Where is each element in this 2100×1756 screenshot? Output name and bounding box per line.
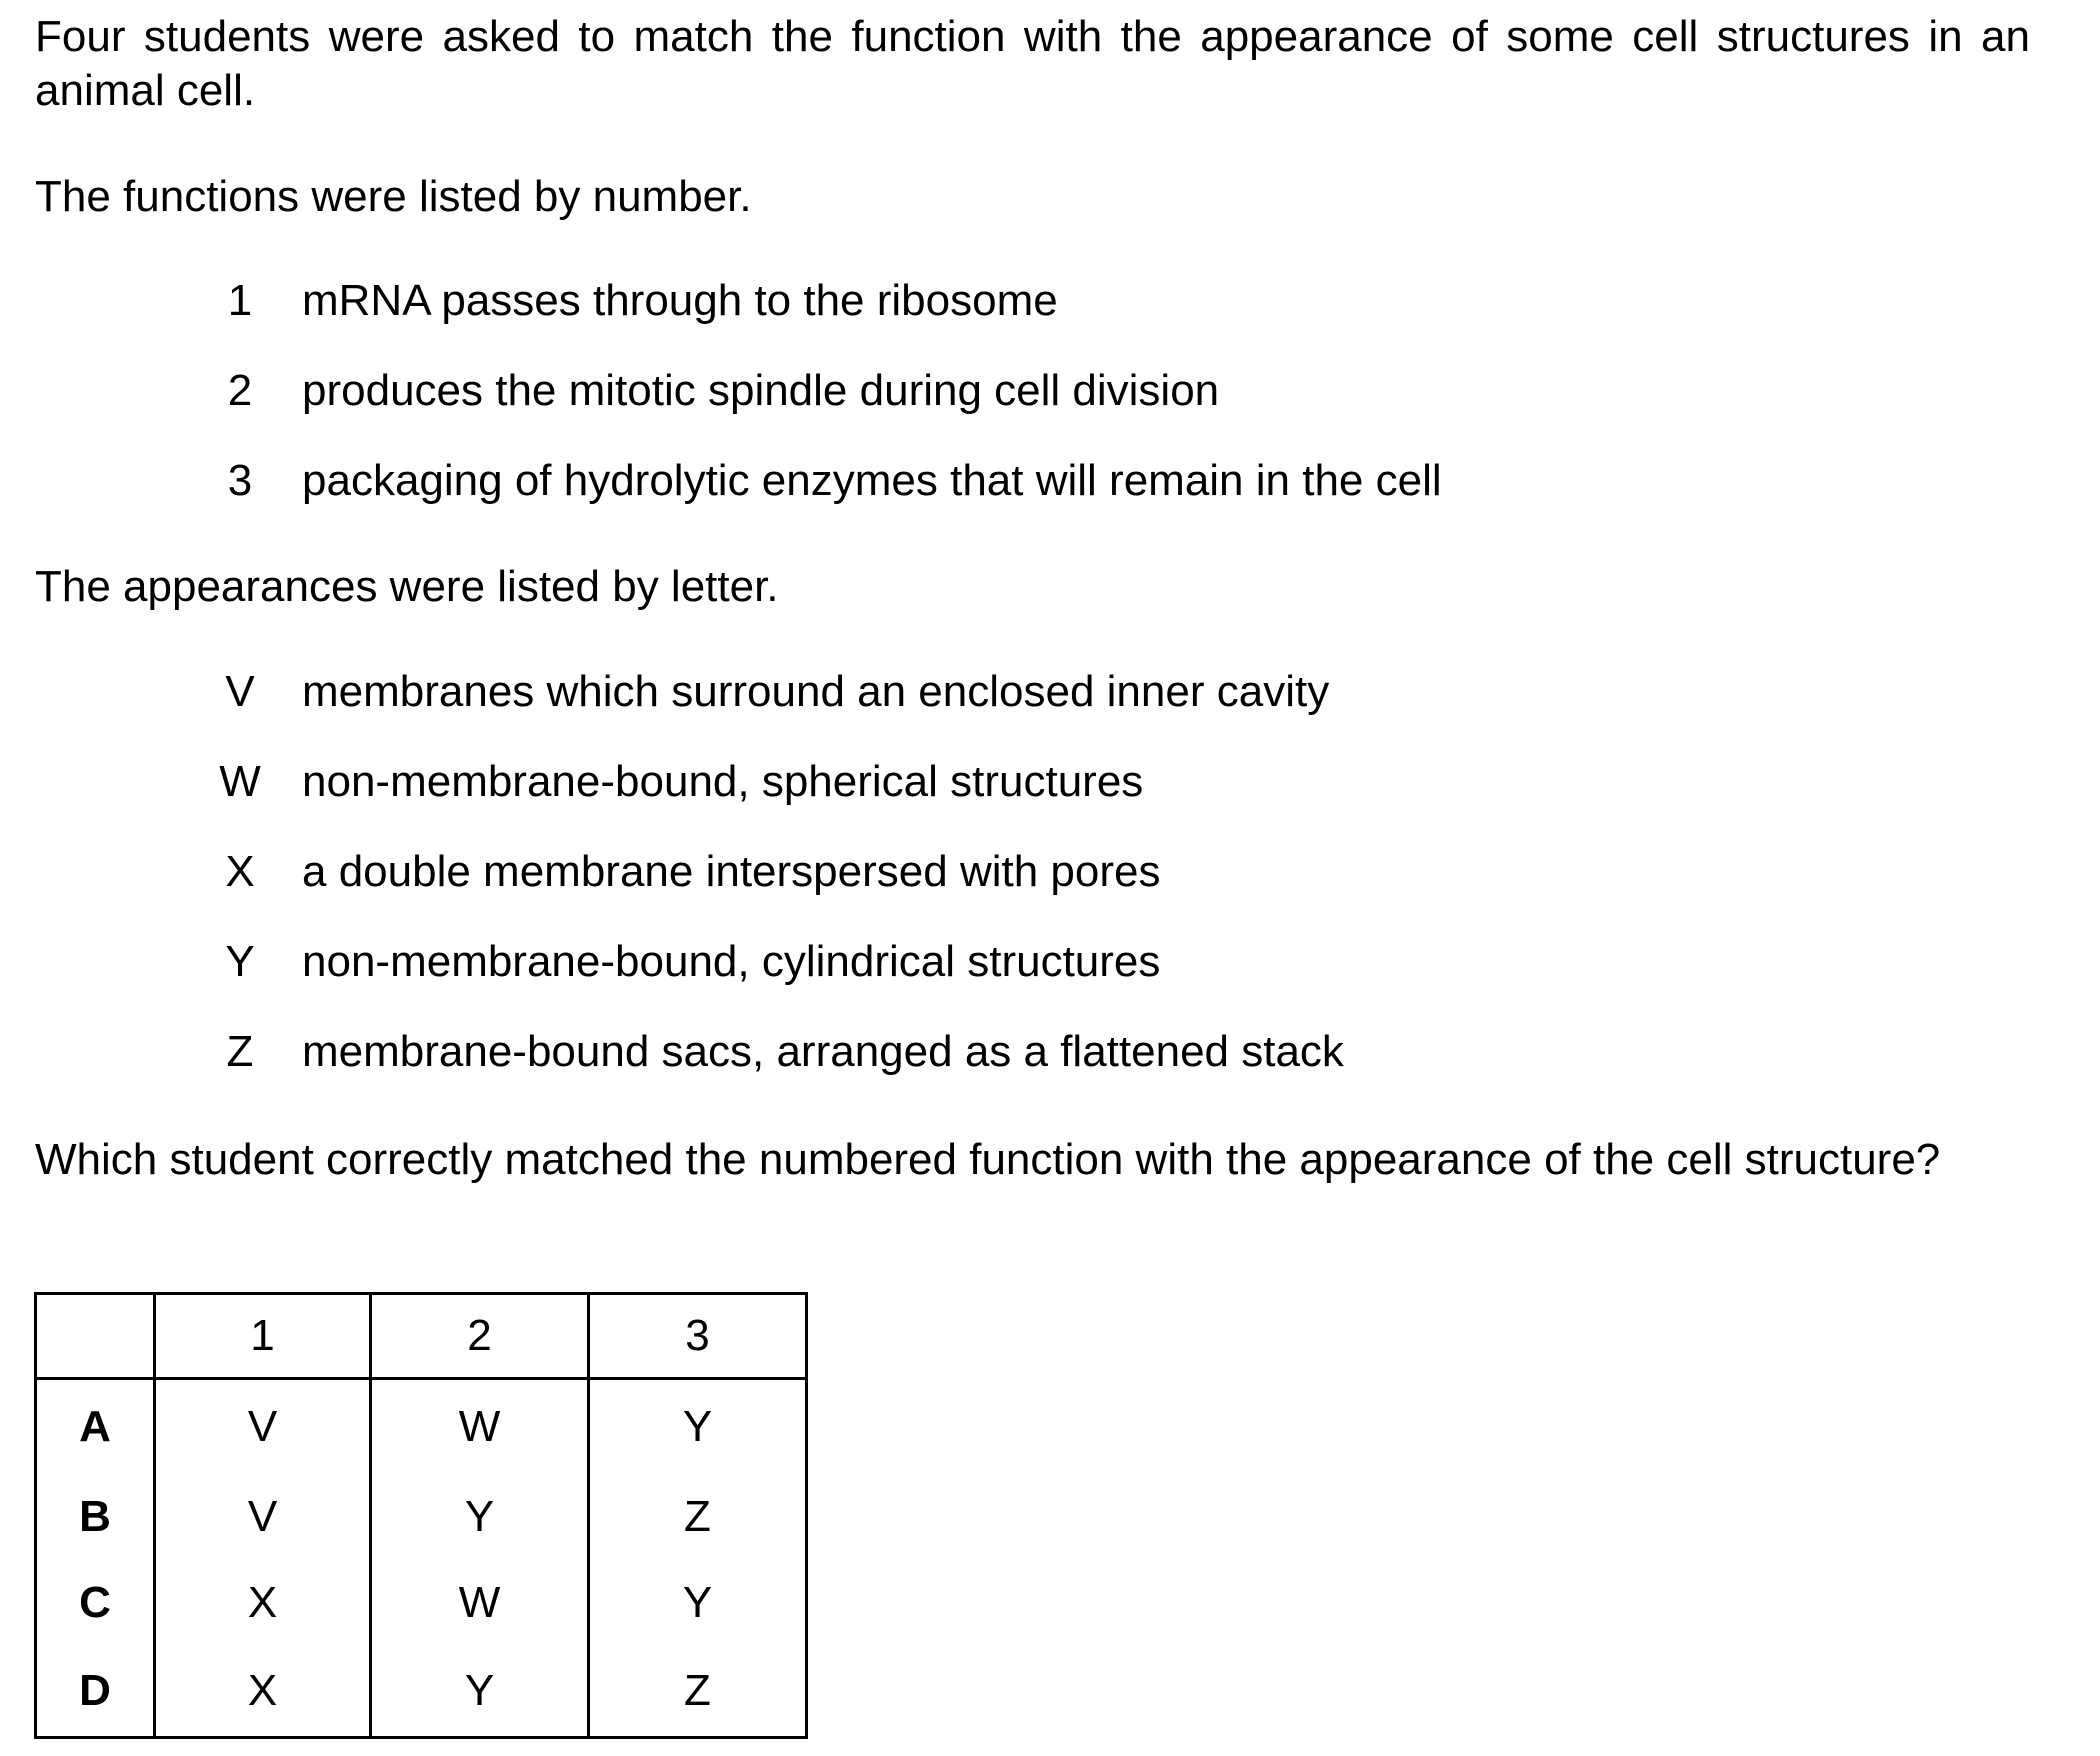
option-label: C [36,1560,155,1646]
table-row [36,1646,807,1738]
table-cell: X [155,1560,371,1646]
appearance-letter: Y [225,937,255,986]
appearance-item [0,1025,2100,1085]
table-header-cell: 3 [589,1294,807,1379]
table-row [36,1560,807,1646]
appearance-item [0,665,2100,725]
function-number: 3 [227,456,253,505]
table-header-cell: 2 [371,1294,589,1379]
appearance-letter: X [225,847,255,896]
appearance-item [0,845,2100,905]
appearances-heading: The appearances were listed by letter. [35,562,779,611]
appearance-text: membranes which surround an enclosed inner cavity [302,667,1330,716]
table-cell: Z [589,1474,807,1560]
appearance-letter: V [225,667,255,716]
function-item [0,364,2100,424]
table-cell: Y [589,1560,807,1646]
table-cell: Y [371,1474,589,1560]
appearance-item [0,935,2100,995]
table-row [36,1379,807,1475]
function-number: 2 [227,366,253,415]
answer-table [34,1292,808,1739]
intro-text: Four students were asked to match the function with the appearance of some cell structures in an animal cell. [35,12,2030,115]
table-cell: V [155,1474,371,1560]
function-item [0,274,2100,334]
option-label: D [36,1646,155,1738]
table-header-cell: 1 [155,1294,371,1379]
table-cell: X [155,1646,371,1738]
functions-heading: The functions were listed by number. [35,172,752,221]
appearance-letter: W [219,757,261,806]
function-text: produces the mitotic spindle during cell division [302,366,1220,415]
option-label: B [36,1474,155,1560]
appearance-text: non-membrane-bound, cylindrical structures [302,937,1161,986]
function-item [0,454,2100,514]
table-cell: Y [589,1379,807,1475]
question-text: Which student correctly matched the numbered function with the appearance of the cell structure? [35,1135,1941,1184]
table-cell: Y [371,1646,589,1738]
appearance-letter: Z [226,1027,254,1076]
appearance-text: a double membrane interspersed with pores [302,847,1161,896]
appearance-text: membrane-bound sacs, arranged as a flattened stack [302,1027,1344,1076]
table-cell: W [371,1379,589,1475]
table-cell: W [371,1560,589,1646]
table-cell: Z [589,1646,807,1738]
table-row [36,1474,807,1560]
function-text: packaging of hydrolytic enzymes that will remain in the cell [302,456,1442,505]
appearance-text: non-membrane-bound, spherical structures [302,757,1144,806]
table-header-cell [36,1294,155,1379]
function-text: mRNA passes through to the ribosome [302,276,1058,325]
table-cell: V [155,1379,371,1475]
table-header-row [36,1294,807,1379]
appearance-item [0,755,2100,815]
function-number: 1 [227,276,253,325]
option-label: A [36,1379,155,1475]
